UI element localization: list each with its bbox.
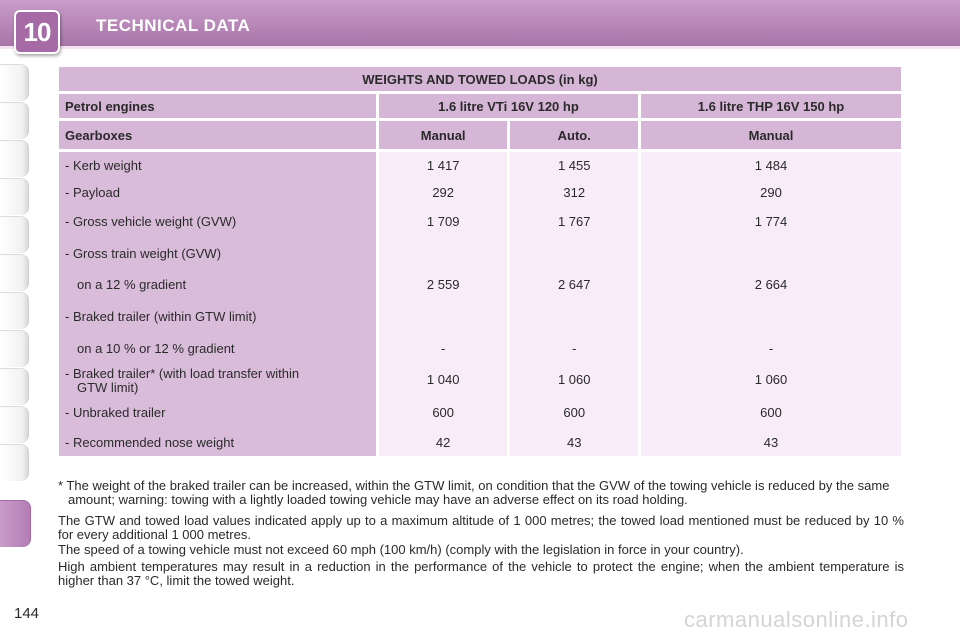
table-cell: - xyxy=(768,341,774,356)
weights-table xyxy=(56,64,904,459)
table-cell: - xyxy=(572,341,577,356)
table-cell: 1 040 xyxy=(426,372,460,387)
gearbox-header: Manual xyxy=(379,121,508,149)
table-cell: 2 664 xyxy=(754,277,788,292)
table-cell: 1 484 xyxy=(754,158,788,173)
table-cell: 1 455 xyxy=(557,158,591,173)
gearbox-header: Auto. xyxy=(510,121,638,149)
table-cell: 292 xyxy=(432,185,455,200)
gearbox-header: Manual xyxy=(641,121,901,149)
chapter-tab[interactable] xyxy=(0,444,29,481)
table-cell: 1 709 xyxy=(426,214,460,229)
row-label-line: - Braked trailer* (with load transfer within xyxy=(65,366,300,381)
chapter-tab[interactable] xyxy=(0,368,29,405)
row-label xyxy=(65,365,370,397)
row-label: on a 10 % or 12 % gradient xyxy=(77,341,235,356)
table-cell: 290 xyxy=(760,185,782,200)
table-cell xyxy=(385,238,502,269)
table-cell: 1 767 xyxy=(557,214,591,229)
table-cell xyxy=(516,238,632,269)
table-cell: 312 xyxy=(563,185,586,200)
row-label-line: GTW limit) xyxy=(77,380,139,395)
table-cell xyxy=(647,301,895,333)
chapter-tab[interactable] xyxy=(0,178,29,215)
table-cell xyxy=(516,301,632,333)
chapter-tab[interactable] xyxy=(0,292,29,329)
page-number: 144 xyxy=(14,605,40,622)
engine-label: Petrol engines xyxy=(59,94,376,118)
chapter-tab[interactable] xyxy=(0,330,29,367)
row-label: on a 12 % gradient xyxy=(77,277,187,292)
table-cell: 2 559 xyxy=(426,277,460,292)
footnote-star: * The weight of the braked trailer can be increased, within the GTW limit, on condition that the GVW of the towing vehicle is reduced by the same amount; warning: towing with a lightly loaded towing vehicle may have an adverse effect on its road holding. xyxy=(58,478,890,507)
table-cell: 43 xyxy=(763,435,779,450)
watermark: carmanualsonline.info xyxy=(684,607,909,632)
chapter-tab[interactable] xyxy=(0,140,29,177)
table-cell: 600 xyxy=(563,405,586,420)
table-cell: 2 647 xyxy=(557,277,591,292)
chapter-number-badge: 10 xyxy=(14,10,60,54)
chapter-tabs xyxy=(0,64,34,564)
table-cell: - xyxy=(440,341,446,356)
row-label: - Unbraked trailer xyxy=(65,405,166,420)
chapter-tab[interactable] xyxy=(0,216,29,253)
chapter-tab[interactable] xyxy=(0,254,29,291)
engine-header: 1.6 litre THP 16V 150 hp xyxy=(641,94,901,118)
row-labels xyxy=(59,152,376,456)
row-label: - Kerb weight xyxy=(65,158,142,173)
table-cell: 1 060 xyxy=(754,372,788,387)
chapter-tab[interactable] xyxy=(0,64,29,101)
engine-header: 1.6 litre VTi 16V 120 hp xyxy=(379,94,638,118)
table-title: WEIGHTS AND TOWED LOADS (in kg) xyxy=(59,67,901,91)
row-label: - Gross vehicle weight (GVW) xyxy=(65,214,237,229)
table-cell: 1 774 xyxy=(754,214,788,229)
table-cell xyxy=(647,238,895,269)
table-cell: 1 060 xyxy=(557,372,591,387)
chapter-title: TECHNICAL DATA xyxy=(96,16,251,35)
table-cell: 42 xyxy=(435,435,451,450)
chapter-tab-active[interactable] xyxy=(0,500,31,547)
note-paragraph: High ambient temperatures may result in a reduction in the performance of the vehicle to protect the engine; when the ambient temperature is higher than 37 °C, limit the towed weight. xyxy=(58,559,904,588)
row-label: - Payload xyxy=(65,185,120,200)
header-divider xyxy=(0,46,960,49)
gearbox-label: Gearboxes xyxy=(59,121,376,149)
table-cell: 43 xyxy=(567,435,582,450)
value-column xyxy=(379,152,508,456)
row-label: - Recommended nose weight xyxy=(65,435,235,450)
table-cell: 1 417 xyxy=(426,158,460,173)
table-cell: 600 xyxy=(432,405,455,420)
table-cell: 600 xyxy=(760,405,782,420)
row-label: - Braked trailer (within GTW limit) xyxy=(65,309,257,324)
table-cell xyxy=(385,301,502,333)
chapter-tab[interactable] xyxy=(0,102,29,139)
row-label: - Gross train weight (GVW) xyxy=(65,246,222,261)
chapter-tab[interactable] xyxy=(0,406,29,443)
note-paragraph: The speed of a towing vehicle must not exceed 60 mph (100 km/h) (comply with the legislation in force in your country). xyxy=(58,542,744,557)
value-column xyxy=(641,152,901,456)
value-column xyxy=(510,152,638,456)
note-paragraph: The GTW and towed load values indicated apply up to a maximum altitude of 1 000 metres; the towed load mentioned must be reduced by 10 % for every additional 1 000 metres. xyxy=(58,513,904,542)
